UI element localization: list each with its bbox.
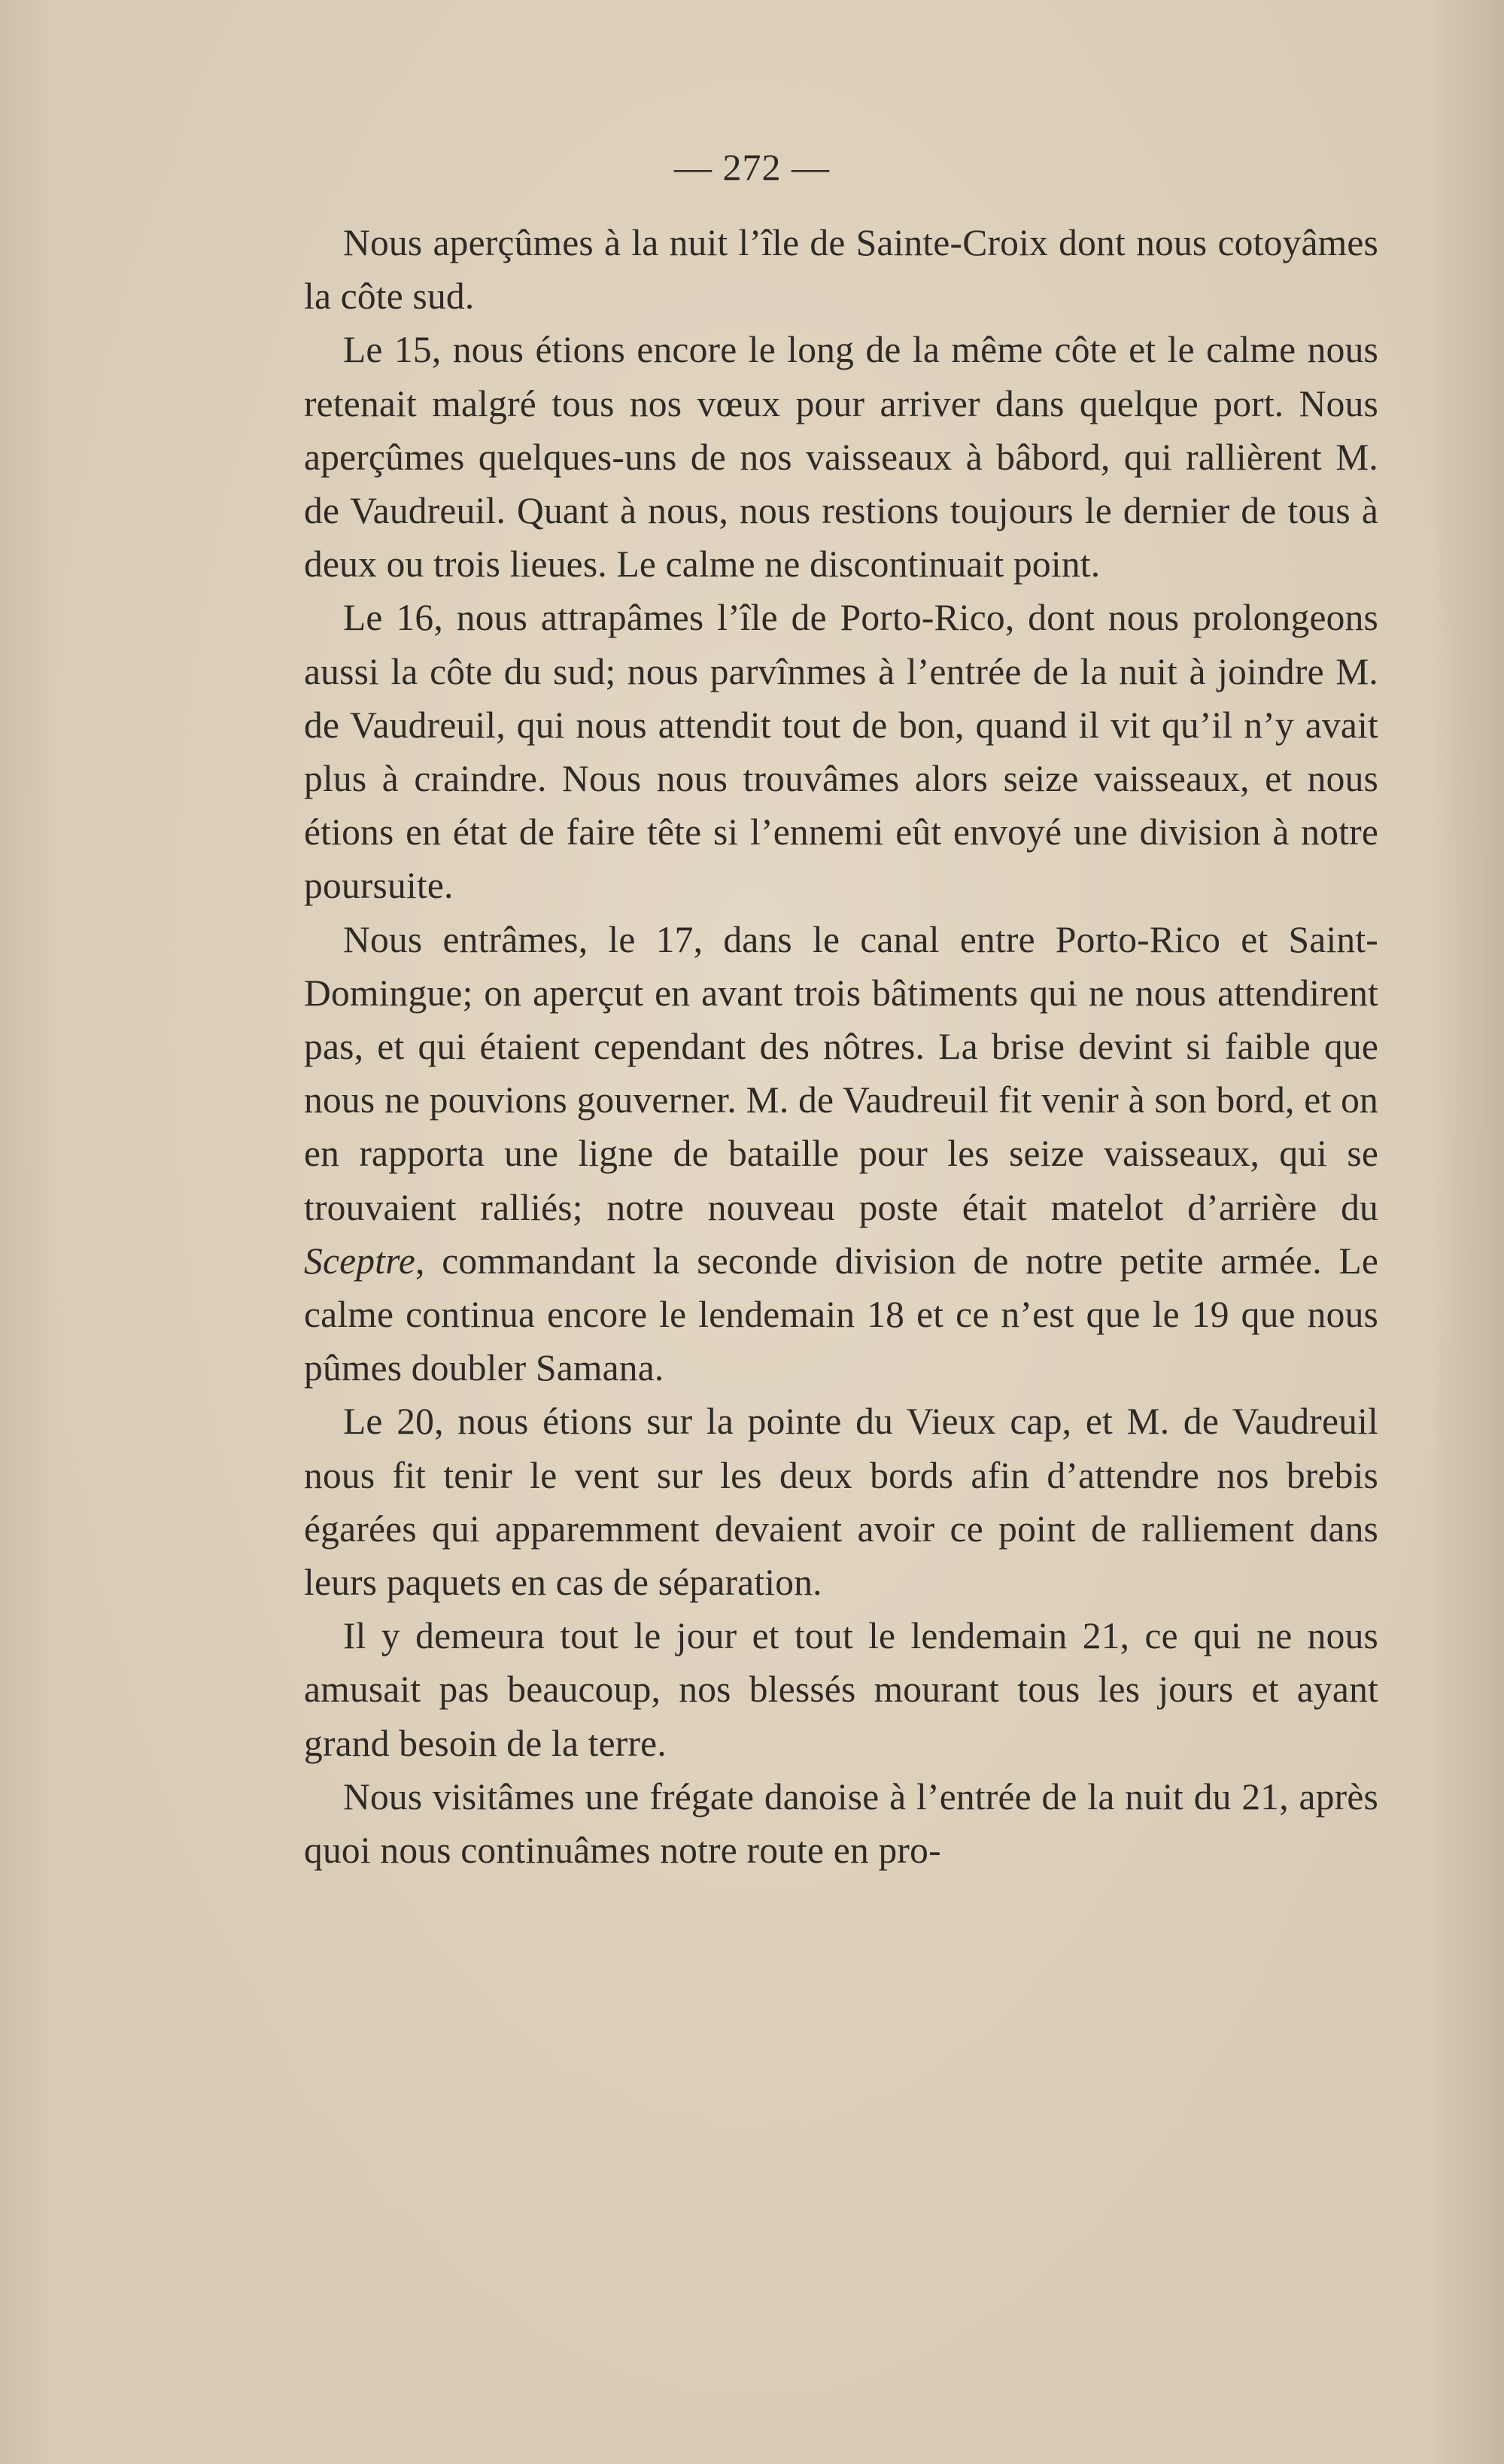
paragraph: Le 16, nous attrapâmes l’île de Porto-Rico, dont nous prolongeons aussi la côte du sud; nous parvînmes à l’entrée de la nuit à joindre M. de Vaudreuil, qui nous attendit tout de bon, quand il vit qu’il n’y avait plus à craindre. Nous nous trouvâmes alors seize vaisseaux, et nous étions en état de faire tête si l’ennemi eût envoyé une division à notre poursuite.: [304, 597, 1378, 907]
paragraph-text-before: Nous entrâmes, le 17, dans le canal entre Porto-Rico et Saint-Domingue; on aperçut en avant trois bâtiments qui ne nous attendirent pas, et qui étaient cependant des nôtres. La brise devint si faible que nous ne pouvions gouverner. M. de Vaudreuil fit venir à son bord, et on en rapporta une ligne de bataille pour les seize vaisseaux, qui se trouvaient ralliés; notre nouveau poste était matelot d’arrière du: [304, 918, 1378, 1228]
ship-name-italic: Sceptre: [304, 1240, 415, 1282]
paragraph: Le 20, nous étions sur la pointe du Vieux cap, et M. de Vaudreuil nous fit tenir le vent sur les deux bords afin d’attendre nos brebis égarées qui apparemment devaient avoir ce point de ralliement dans leurs paquets en cas de séparation.: [304, 1401, 1378, 1604]
paragraph: Le 15, nous étions encore le long de la même côte et le calme nous retenait malgré tous nos vœux pour arriver dans quelque port. Nous aperçûmes quelques-uns de nos vaisseaux à bâbord, qui rallièrent M. de Vaudreuil. Quant à nous, nous restions toujours le dernier de tous à deux ou trois lieues. Le calme ne discontinuait point.: [304, 329, 1378, 586]
paragraph: [304, 913, 1378, 1395]
paragraph: Nous aperçûmes à la nuit l’île de Sainte-Croix dont nous cotoyâmes la côte sud.: [304, 222, 1378, 318]
body-text: [304, 216, 1378, 1877]
paragraph: Nous visitâmes une frégate danoise à l’entrée de la nuit du 21, après quoi nous continuâmes notre route en pro-: [304, 1775, 1378, 1872]
page-number-header: — 272 —: [674, 146, 830, 188]
paragraph: Il y demeura tout le jour et tout le lendemain 21, ce qui ne nous amusait pas beaucoup, nos blessés mourant tous les jours et ayant grand besoin de la terre.: [304, 1615, 1378, 1764]
paragraph-text-after: , commandant la seconde division de notre petite armée. Le calme continua encore le lendemain 18 et ce n’est que le 19 que nous pûmes doubler Samana.: [304, 1240, 1378, 1389]
